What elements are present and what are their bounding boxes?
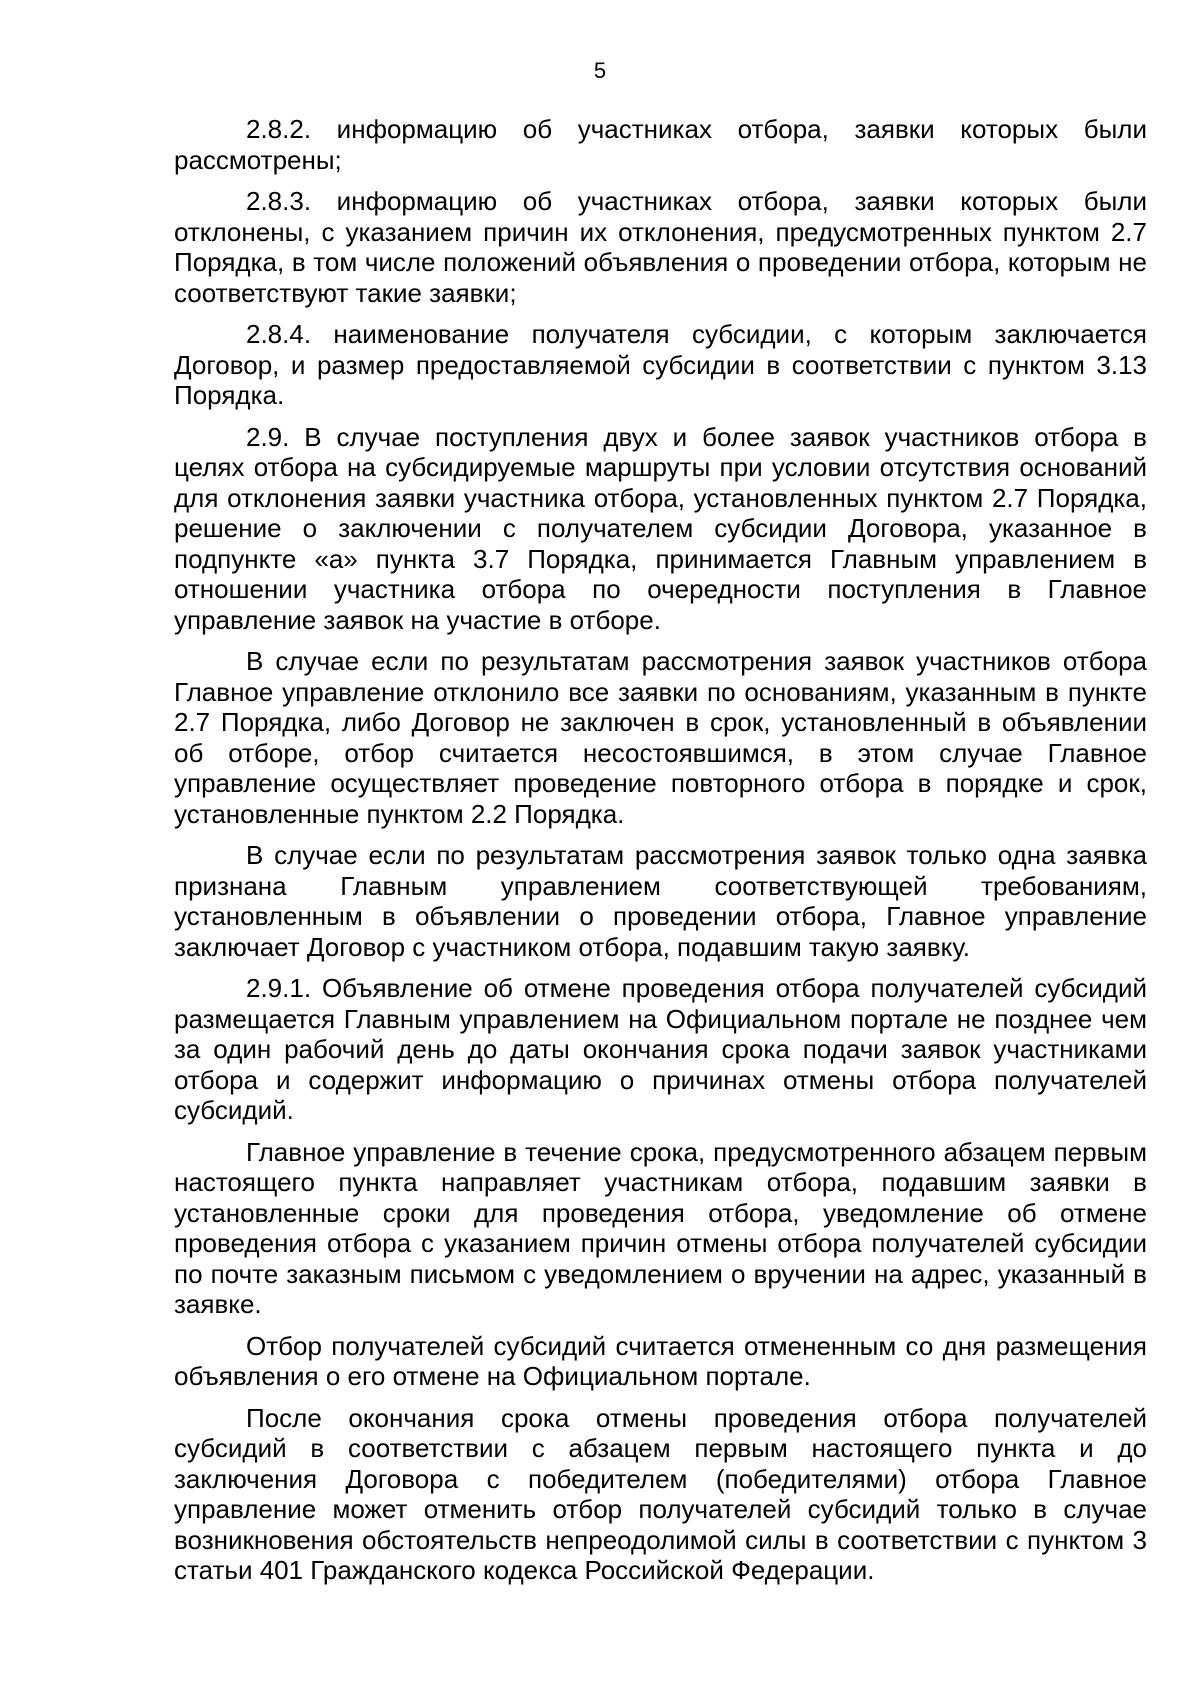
paragraph-2-9-1: 2.9.1. Объявление об отмене проведения отбора получателей субсидий размещается Главным управлением на Официальном портале не позднее чем за один рабочий день до даты окончания срока подачи заявок участниками отбора и содержит информацию о причинах отмены отбора получателей субсидий. <box>174 973 1147 1125</box>
page-number: 5 <box>593 58 607 83</box>
paragraph-2-9-all-rejected: В случае если по результатам рассмотрения заявок участников отбора Главное управление отклонило все заявки по основаниям, указанным в пункте 2.7 Порядка, либо Договор не заключен в срок, установленный в объявлении об отборе, отбор считается несостоявшимся, в этом случае Главное управление осуществляет проведение повторного отбора в порядке и срок, установленные пунктом 2.2 Порядка. <box>174 646 1147 829</box>
paragraph-2-9-1-force-majeure: После окончания срока отмены проведения отбора получателей субсидий в соответствии с абзацем первым настоящего пункта и до заключения Договора с победителем (победителями) отбора Главное управление может отменить отбор получателей субсидий только в случае возникновения обстоятельств непреодолимой силы в соответствии с пунктом 3 статьи 401 Гражданского кодекса Российской Федерации. <box>174 1402 1147 1585</box>
paragraph-2-9: 2.9. В случае поступления двух и более заявок участников отбора в целях отбора на субсидируемые маршруты при условии отсутствия оснований для отклонения заявки участника отбора, установленных пунктом 2.7 Порядка, решение о заключении с получателем субсидии Договора, указанное в подпункте «а» пункта 3.7 Порядка, принимается Главным управлением в отношении участника отбора по очередности поступления в Главное управление заявок на участие в отборе. <box>174 421 1147 635</box>
paragraph-2-8-4: 2.8.4. наименование получателя субсидии, с которым заключается Договор, и размер предоставляемой субсидии в соответствии с пунктом 3.13 Порядка. <box>174 319 1147 410</box>
document-body <box>174 114 1147 1597</box>
paragraph-2-8-3: 2.8.3. информацию об участниках отбора, заявки которых были отклонены, с указанием причин их отклонения, предусмотренных пунктом 2.7 Порядка, в том числе положений объявления о проведении отбора, которым не соответствуют такие заявки; <box>174 186 1147 308</box>
paragraph-2-9-1-cancelled: Отбор получателей субсидий считается отмененным со дня размещения объявления о его отмене на Официальном портале. <box>174 1330 1147 1391</box>
paragraph-2-8-2: 2.8.2. информацию об участниках отбора, заявки которых были рассмотрены; <box>174 114 1147 175</box>
paragraph-2-9-1-notification: Главное управление в течение срока, предусмотренного абзацем первым настоящего пункта направляет участникам отбора, подавшим заявки в установленные сроки для проведения отбора, уведомление об отмене проведения отбора с указанием причин отмены отбора получателей субсидии по почте заказным письмом с уведомлением о вручении на адрес, указанный в заявке. <box>174 1136 1147 1319</box>
paragraph-2-9-single-application: В случае если по результатам рассмотрения заявок только одна заявка признана Главным управлением соответствующей требованиям, установленным в объявлении о проведении отбора, Главное управление заключает Договор с участником отбора, подавшим такую заявку. <box>174 840 1147 962</box>
